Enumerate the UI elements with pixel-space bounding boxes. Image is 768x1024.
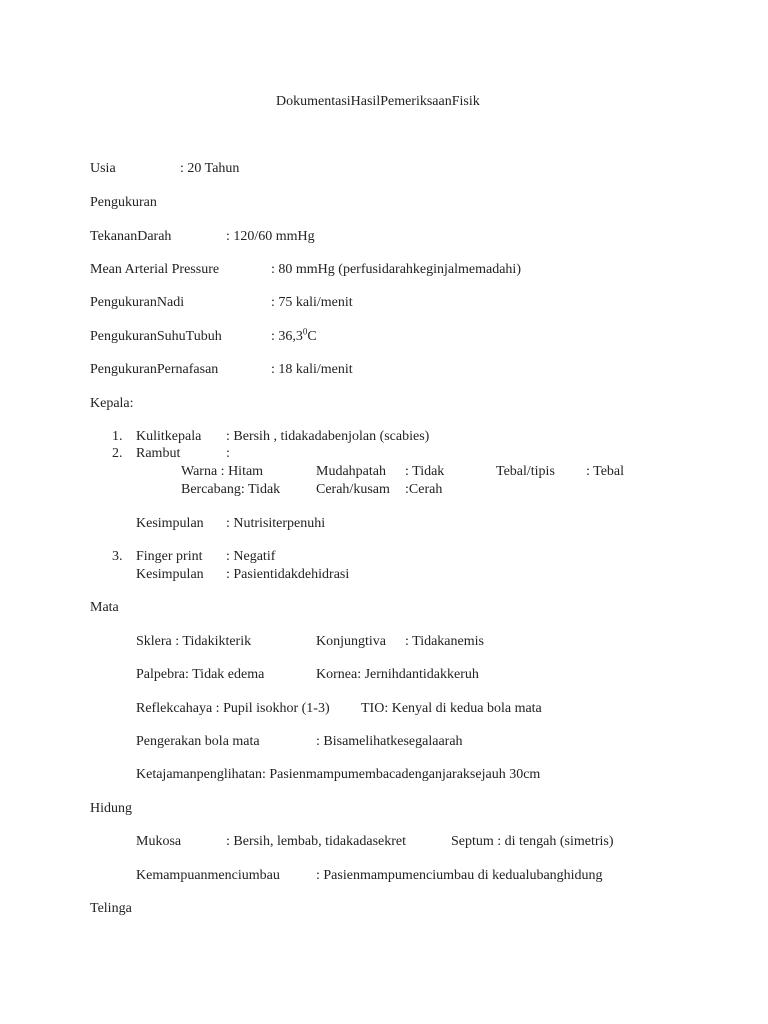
fingerprint-label: Finger print xyxy=(136,549,203,564)
map-value: : 80 mmHg (perfusidarahkeginjalmemadahi) xyxy=(271,262,521,277)
mukosa-label: Mukosa xyxy=(136,834,182,849)
usia-value: : 20 Tahun xyxy=(180,161,240,176)
list-number-1: 1. xyxy=(112,429,123,444)
suhu-value-main: : 36,3 xyxy=(271,329,303,344)
suhu-unit: C xyxy=(307,329,317,344)
nadi-value: : 75 kali/menit xyxy=(271,295,353,310)
cerah-label: Cerah/kusam xyxy=(316,482,390,497)
warna-field: Warna : Hitam xyxy=(181,464,264,479)
suhu-label: PengukuranSuhuTubuh xyxy=(90,329,222,344)
palpebra-field: Palpebra: Tidak edema xyxy=(136,667,265,682)
mudahpatah-value: : Tidak xyxy=(405,464,445,479)
mudahpatah-label: Mudahpatah xyxy=(316,464,386,479)
rambut-colon: : xyxy=(226,446,230,461)
kulitkepala-label: Kulitkepala xyxy=(136,429,202,444)
suhu-value xyxy=(271,326,317,345)
nadi-label: PengukuranNadi xyxy=(90,295,185,310)
pengukuran-heading: Pengukuran xyxy=(90,195,157,210)
kornea-field: Kornea: Jernihdantidakkeruh xyxy=(316,667,479,682)
document-title: DokumentasiHasilPemeriksaanFisik xyxy=(276,94,480,109)
pernafasan-value: : 18 kali/menit xyxy=(271,362,353,377)
cerah-value: :Cerah xyxy=(405,482,443,497)
tebal-label: Tebal/tipis xyxy=(496,464,555,479)
pengerakan-value: : Bisamelihatkesegalaarah xyxy=(316,734,463,749)
ketajaman-field: Ketajamanpenglihatan: Pasienmampumembacadenganjaraksejauh 30cm xyxy=(136,767,541,782)
septum-field: Septum : di tengah (simetris) xyxy=(451,834,614,849)
sklera-field: Sklera : Tidakikterik xyxy=(136,634,252,649)
konjungtiva-label: Konjungtiva xyxy=(316,634,386,649)
fingerprint-value: : Negatif xyxy=(226,549,276,564)
kepala-heading: Kepala: xyxy=(90,396,134,411)
hidung-heading: Hidung xyxy=(90,801,132,816)
reflek-field: Reflekcahaya : Pupil isokhor (1-3) xyxy=(136,701,330,716)
kesimpulan-fingerprint-label: Kesimpulan xyxy=(136,567,204,582)
list-number-2: 2. xyxy=(112,446,123,461)
tekanan-darah-value: : 120/60 mmHg xyxy=(226,229,315,244)
tebal-value: : Tebal xyxy=(586,464,625,479)
list-number-3: 3. xyxy=(112,549,123,564)
telinga-heading: Telinga xyxy=(90,901,132,916)
map-label: Mean Arterial Pressure xyxy=(90,262,220,277)
bercabang-field: Bercabang: Tidak xyxy=(181,482,281,497)
mukosa-value: : Bersih, lembab, tidakadasekret xyxy=(226,834,406,849)
kesimpulan-fingerprint-value: : Pasientidakdehidrasi xyxy=(226,567,350,582)
pernafasan-label: PengukuranPernafasan xyxy=(90,362,219,377)
mata-heading: Mata xyxy=(90,600,119,615)
kulitkepala-value: : Bersih , tidakadabenjolan (scabies) xyxy=(226,429,430,444)
usia-label: Usia xyxy=(90,161,116,176)
degree-sup: 0 xyxy=(302,326,308,337)
konjungtiva-value: : Tidakanemis xyxy=(405,634,484,649)
kesimpulan-rambut-value: : Nutrisiterpenuhi xyxy=(226,516,326,531)
kemampuan-value: : Pasienmampumenciumbau di kedualubanghidung xyxy=(316,868,603,883)
tio-field: TIO: Kenyal di kedua bola mata xyxy=(361,701,542,716)
kemampuan-label: Kemampuanmenciumbau xyxy=(136,868,280,883)
kesimpulan-rambut-label: Kesimpulan xyxy=(136,516,204,531)
pengerakan-label: Pengerakan bola mata xyxy=(136,734,260,749)
rambut-label: Rambut xyxy=(136,446,181,461)
tekanan-darah-label: TekananDarah xyxy=(90,229,172,244)
